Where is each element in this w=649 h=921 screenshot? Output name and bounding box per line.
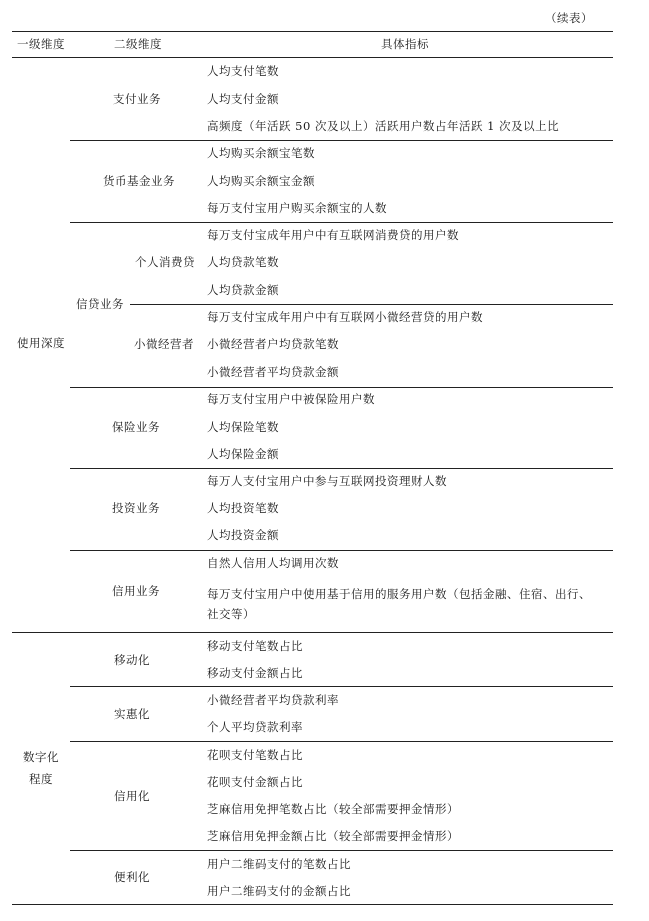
indicator: 高频度（年活跃 50 次及以上）活跃用户数占年活跃 1 次及以上比	[207, 119, 560, 133]
level2-investment: 投资业务	[112, 501, 160, 515]
indicator: 芝麻信用免押笔数占比（较全部需要押金情形）	[207, 802, 459, 816]
rule-after-affordable	[70, 741, 613, 742]
rule-after-investment	[70, 550, 613, 551]
level3-micro-business: 小微经营者	[134, 337, 194, 351]
indicator: 人均支付金额	[207, 92, 279, 106]
rule-after-credit	[70, 387, 613, 388]
indicator: 每万人支付宝用户中参与互联网投资理财人数	[207, 474, 447, 488]
level2-affordable: 实惠化	[114, 707, 150, 721]
bottom-rule	[12, 904, 613, 905]
top-rule	[12, 31, 613, 32]
indicator: 人均贷款笔数	[207, 255, 279, 269]
level2-mobile: 移动化	[114, 653, 150, 667]
continued-label: （续表）	[545, 11, 593, 25]
indicator: 每万支付宝成年用户中有互联网消费贷的用户数	[207, 228, 459, 242]
indicator: 人均购买余额宝笔数	[207, 146, 315, 160]
rule-after-insurance	[70, 468, 613, 469]
level1-digital-line2: 程度	[29, 772, 53, 786]
indicator: 人均保险金额	[207, 447, 279, 461]
level2-payment: 支付业务	[113, 92, 161, 106]
level3-personal-loan: 个人消费贷	[135, 255, 195, 269]
header-level2: 二级维度	[114, 37, 162, 51]
rule-after-credit-use	[70, 850, 613, 851]
level2-credit-service: 信用业务	[112, 584, 160, 598]
indicator: 每万支付宝用户中被保险用户数	[207, 392, 375, 406]
indicator: 人均贷款金额	[207, 283, 279, 297]
indicator: 每万支付宝用户购买余额宝的人数	[207, 201, 387, 215]
indicator: 每万支付宝用户中使用基于信用的服务用户数（包括金融、住宿、出行、社交等）	[207, 587, 591, 621]
indicator: 用户二维码支付的金额占比	[207, 884, 351, 898]
header-level1: 一级维度	[17, 37, 65, 51]
header-indicators: 具体指标	[381, 37, 429, 51]
level1-depth: 使用深度	[17, 336, 65, 350]
level2-convenience: 便利化	[114, 870, 150, 884]
level2-credit-business: 信贷业务	[76, 297, 124, 311]
indicator: 人均投资金额	[207, 528, 279, 542]
level1-digital-line1: 数字化	[23, 750, 59, 764]
indicator: 用户二维码支付的笔数占比	[207, 857, 351, 871]
indicator: 花呗支付笔数占比	[207, 748, 303, 762]
indicator: 每万支付宝成年用户中有互联网小微经营贷的用户数	[207, 310, 483, 324]
rule-after-mobile	[70, 686, 613, 687]
indicator: 芝麻信用免押金额占比（较全部需要押金情形）	[207, 829, 459, 843]
level2-monetary-fund: 货币基金业务	[103, 174, 175, 188]
level2-insurance: 保险业务	[112, 420, 160, 434]
indicator: 移动支付笔数占比	[207, 639, 303, 653]
indicator: 人均购买余额宝金额	[207, 174, 315, 188]
rule-after-payment	[70, 140, 613, 141]
indicator: 移动支付金额占比	[207, 666, 303, 680]
rule-credit-split	[130, 304, 613, 305]
indicator: 自然人信用人均调用次数	[207, 556, 339, 570]
indicator: 花呗支付金额占比	[207, 775, 303, 789]
indicator: 人均支付笔数	[207, 64, 279, 78]
header-rule	[12, 57, 613, 58]
indicator: 小微经营者户均贷款笔数	[207, 337, 339, 351]
indicator: 小微经营者平均贷款利率	[207, 693, 339, 707]
indicator: 个人平均贷款利率	[207, 720, 303, 734]
indicator: 人均保险笔数	[207, 420, 279, 434]
rule-section-split	[12, 632, 613, 633]
indicator: 小微经营者平均贷款金额	[207, 365, 339, 379]
indicator: 人均投资笔数	[207, 501, 279, 515]
rule-after-fund	[70, 222, 613, 223]
level2-credit-use: 信用化	[114, 789, 150, 803]
